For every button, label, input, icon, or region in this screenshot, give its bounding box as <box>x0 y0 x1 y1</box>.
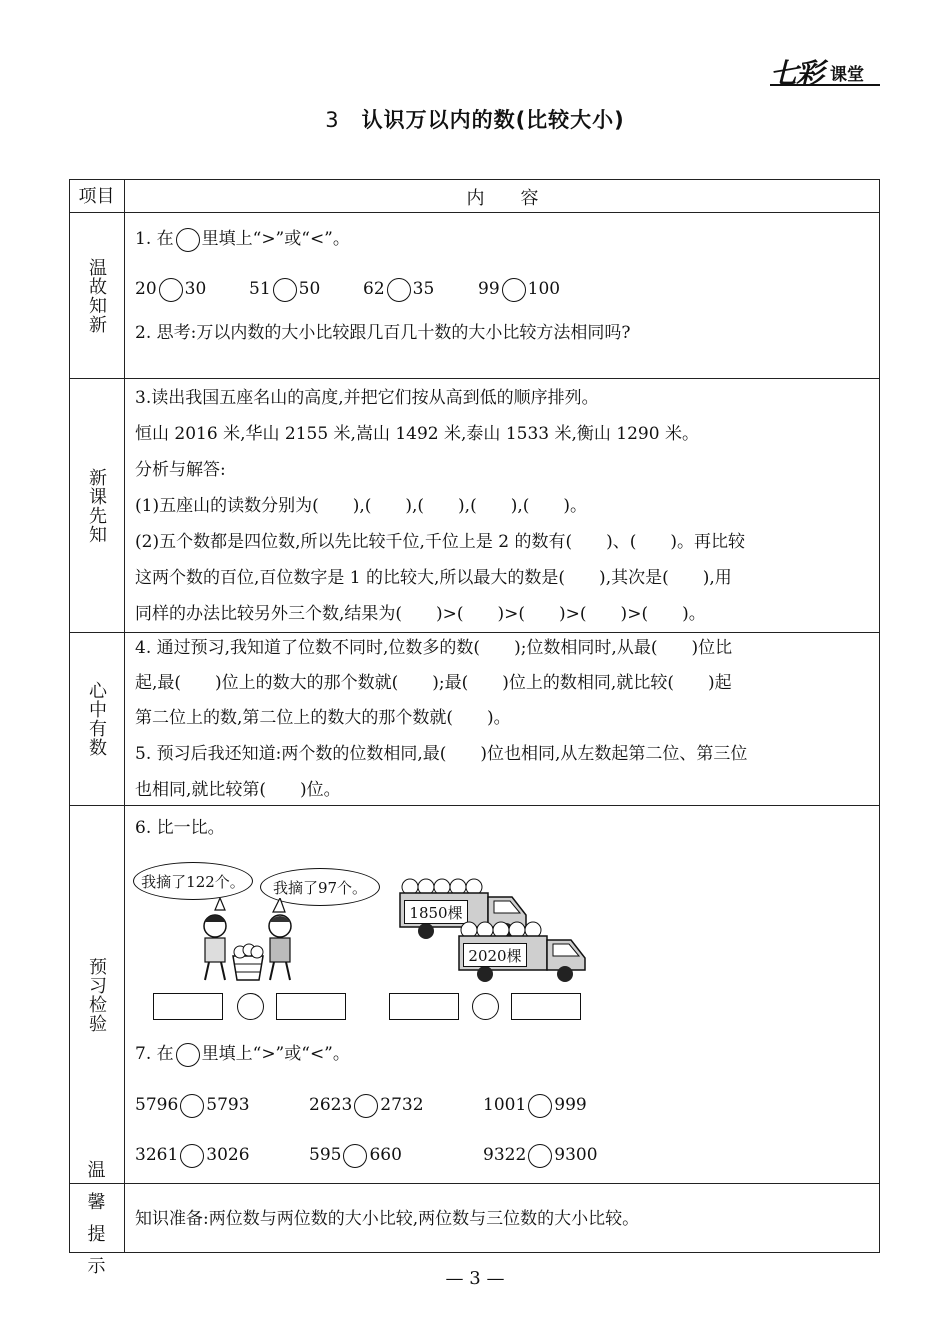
question-3-line: 这两个数的百位,百位数字是 1 的比较大,所以最大的数是( ),其次是( ),用 <box>135 568 732 588</box>
answer-circle[interactable] <box>180 1144 204 1168</box>
row-divider <box>69 1183 880 1184</box>
row-divider <box>69 805 880 806</box>
answer-circle[interactable] <box>273 278 297 302</box>
compare-left: 3261 <box>135 1145 179 1165</box>
compare-item <box>483 1092 587 1118</box>
lesson-number: 3 <box>325 108 340 132</box>
answer-circle[interactable] <box>176 228 200 252</box>
row-divider <box>69 632 880 633</box>
question-3-line: 3.读出我国五座名山的高度,并把它们按从高到低的顺序排列。 <box>135 388 599 408</box>
compare-right: 660 <box>369 1145 402 1165</box>
section-label-summary: 心中有数 <box>86 681 107 757</box>
compare-left: 5796 <box>135 1095 179 1115</box>
compare-item <box>135 276 206 302</box>
compare-right: 30 <box>184 279 207 299</box>
question-3-line: 同样的办法比较另外三个数,结果为( )>( )>( )>( )>( )。 <box>135 604 706 624</box>
answer-box[interactable] <box>511 993 581 1020</box>
compare-right: 5793 <box>206 1095 250 1115</box>
compare-left: 51 <box>249 279 271 299</box>
lesson-title: 认识万以内的数(比较大小) <box>361 108 625 132</box>
compare-left: 2623 <box>309 1095 353 1115</box>
compare-item <box>478 276 560 302</box>
column-divider <box>124 179 125 1253</box>
section-label-tips: 温馨提示 <box>87 1159 106 1277</box>
question-2: 2. 思考:万以内数的大小比较跟几百几十数的大小比较方法相同吗? <box>135 323 631 343</box>
tip-text: 知识准备:两位数与两位数的大小比较,两位数与三位数的大小比较。 <box>135 1209 640 1229</box>
answer-box[interactable] <box>276 993 346 1020</box>
question-4-line: 4. 通过预习,我知道了位数不同时,位数多的数( );位数相同时,从最( )位比 <box>135 638 733 658</box>
row-divider <box>69 378 880 379</box>
question-3-line: (2)五个数都是四位数,所以先比较千位,千位上是 2 的数有( )、( )。再比较 <box>135 532 746 552</box>
question-4-line: 第二位上的数,第二位上的数大的那个数就( )。 <box>135 708 511 728</box>
answer-circle[interactable] <box>354 1094 378 1118</box>
compare-right: 50 <box>298 279 321 299</box>
page-number: — 3 — <box>445 1268 505 1289</box>
compare-left: 9322 <box>483 1145 527 1165</box>
question-5-line: 5. 预习后我还知道:两个数的位数相同,最( )位也相同,从左数起第二位、第三位 <box>135 744 748 764</box>
answer-circle[interactable] <box>159 278 183 302</box>
compare-item <box>309 1142 402 1168</box>
compare-right: 2732 <box>380 1095 424 1115</box>
compare-left: 62 <box>363 279 385 299</box>
compare-right: 999 <box>554 1095 587 1115</box>
compare-item <box>309 1092 424 1118</box>
answer-circle[interactable] <box>237 993 264 1020</box>
question-3-line: 恒山 2016 米,华山 2155 米,嵩山 1492 米,泰山 1533 米,衡山 1290 米。 <box>135 424 699 444</box>
row-divider <box>69 212 880 213</box>
section-label-review: 温故知新 <box>86 257 107 334</box>
truck-1-label: 1850棵 <box>404 900 468 924</box>
compare-right: 35 <box>412 279 435 299</box>
answer-circle[interactable] <box>502 278 526 302</box>
compare-left: 1001 <box>483 1095 527 1115</box>
question-3-line: (1)五座山的读数分别为( ),( ),( ),( ),( )。 <box>135 496 588 516</box>
question-6: 6. 比一比。 <box>135 818 225 838</box>
answer-circle[interactable] <box>528 1094 552 1118</box>
answer-box[interactable] <box>153 993 223 1020</box>
compare-item <box>363 276 434 302</box>
compare-item <box>135 1142 250 1168</box>
question-1-suffix: 里填上“>”或“<”。 <box>201 229 350 249</box>
children-picking-illustration <box>185 898 310 986</box>
section-label-new-lesson: 新课先知 <box>86 467 107 544</box>
compare-left: 20 <box>135 279 157 299</box>
question-5-line: 也相同,就比较第( )位。 <box>135 780 341 800</box>
speech-bubble-boy: 我摘了97个。 <box>260 868 380 906</box>
answer-circle[interactable] <box>472 993 499 1020</box>
section-label-preview-check: 预习检验 <box>86 956 107 1033</box>
compare-item <box>249 276 320 302</box>
compare-right: 9300 <box>554 1145 598 1165</box>
brand-logo-mark: 七彩 <box>770 57 823 90</box>
compare-right: 100 <box>527 279 561 299</box>
question-7 <box>135 1042 350 1067</box>
header-project: 项目 <box>78 186 115 207</box>
compare-left: 595 <box>309 1145 342 1165</box>
brand-logo-text: 课堂 <box>830 65 864 85</box>
compare-right: 3026 <box>206 1145 250 1165</box>
question-1-prefix: 1. 在 <box>135 229 174 249</box>
answer-circle[interactable] <box>528 1144 552 1168</box>
compare-item <box>135 1092 250 1118</box>
truck-2-label: 2020棵 <box>463 943 527 967</box>
speech-bubble-girl: 我摘了122个。 <box>133 862 253 900</box>
question-1 <box>135 227 350 252</box>
answer-box[interactable] <box>389 993 459 1020</box>
compare-item <box>483 1142 598 1168</box>
answer-circle[interactable] <box>387 278 411 302</box>
question-7-suffix: 里填上“>”或“<”。 <box>201 1044 350 1064</box>
answer-circle[interactable] <box>180 1094 204 1118</box>
page-title <box>0 104 950 134</box>
question-3-line: 分析与解答: <box>135 460 226 480</box>
answer-circle[interactable] <box>343 1144 367 1168</box>
question-4-line: 起,最( )位上的数大的那个数就( );最( )位上的数相同,就比较( )起 <box>135 673 732 693</box>
answer-circle[interactable] <box>176 1043 200 1067</box>
header-content: 内 容 <box>466 187 539 209</box>
compare-left: 99 <box>478 279 500 299</box>
brand-logo <box>770 52 880 90</box>
question-7-prefix: 7. 在 <box>135 1044 174 1064</box>
